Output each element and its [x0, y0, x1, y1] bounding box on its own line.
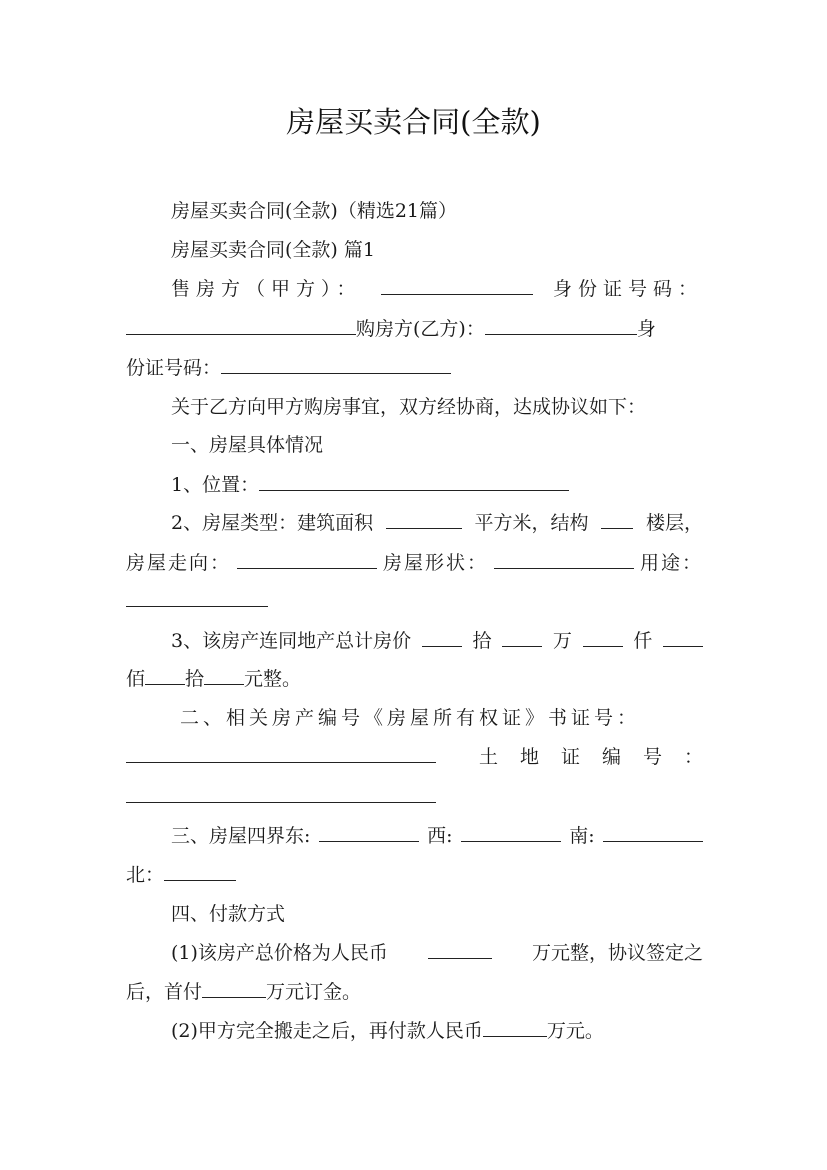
section-4-heading: 四、付款方式 — [171, 903, 286, 925]
final-payment-blank — [483, 1018, 547, 1037]
price-shiwan-blank — [422, 628, 462, 647]
seller-blank — [381, 276, 533, 295]
orientation-blank — [237, 550, 377, 569]
buyer-id-label-end: 份证号码： — [126, 357, 222, 379]
boundary-line — [171, 817, 703, 855]
south-blank — [603, 823, 703, 842]
price-shi2-label: 拾 — [185, 668, 205, 690]
east-blank — [319, 823, 419, 842]
west-blank — [461, 823, 561, 842]
house-type-line — [171, 504, 703, 542]
deposit-blank — [202, 979, 266, 998]
location-line — [171, 466, 703, 504]
buyer-line — [126, 310, 703, 348]
seller-id-blank — [126, 316, 356, 335]
land-cert-line — [126, 738, 725, 776]
buyer-id-blank — [221, 355, 451, 374]
orientation-line — [126, 544, 703, 582]
total-price-suffix: 万元整，协议签定之 — [531, 942, 703, 964]
price-line — [171, 622, 703, 660]
seller-line — [171, 270, 703, 308]
boundary-west-label: 西: — [427, 825, 453, 847]
shape-label: 房屋形状： — [382, 552, 488, 574]
deposit-label: 后，首付 — [126, 981, 203, 1003]
price-shi-label: 拾 — [472, 630, 492, 652]
price-qian-blank — [583, 628, 623, 647]
area-unit-label: 平方米，结构 — [474, 512, 589, 534]
seller-id-label: 身份证号码： — [552, 278, 703, 300]
payment-line-2 — [126, 973, 703, 1011]
boundary-north-label: 北： — [126, 864, 165, 886]
buyer-blank — [485, 316, 637, 335]
usage-blank-line — [126, 582, 703, 620]
price-wan-blank — [502, 628, 542, 647]
area-blank — [386, 510, 462, 529]
land-cert-label: 土地证编号： — [478, 746, 725, 768]
total-price-label: (1)该房产总价格为人民币 — [171, 942, 388, 964]
final-payment-suffix: 万元。 — [546, 1020, 604, 1042]
north-blank — [164, 862, 236, 881]
land-cert-blank — [126, 784, 436, 803]
price-wan-label: 万 — [552, 630, 572, 652]
boundary-north-line — [126, 856, 703, 894]
subtitle-line: 房屋买卖合同(全款)（精选21篇） — [171, 200, 458, 222]
price-yuan-label: 元整。 — [244, 668, 302, 690]
price-yuan-blank — [204, 666, 244, 685]
buyer-label: 购房方(乙方)： — [356, 318, 485, 340]
land-cert-blank-line — [126, 778, 703, 816]
section-heading-line: 房屋买卖合同(全款) 篇1 — [171, 239, 375, 261]
payment-line-1 — [171, 934, 703, 972]
document-title: 房屋买卖合同(全款) — [286, 105, 541, 139]
price-bai-blank — [663, 628, 703, 647]
price-label: 3、该房产连同地产总计房价 — [171, 630, 412, 652]
shape-blank — [494, 550, 634, 569]
orientation-label: 房屋走向： — [126, 552, 232, 574]
price-line-2 — [126, 660, 703, 698]
section-1-heading: 一、房屋具体情况 — [171, 434, 324, 456]
deposit-suffix: 万元订金。 — [266, 981, 362, 1003]
usage-blank — [126, 588, 268, 607]
property-cert-blank — [126, 744, 436, 763]
buyer-id-line — [126, 349, 703, 387]
boundary-east-label: 三、房屋四界东: — [171, 825, 311, 847]
total-price-blank — [428, 940, 492, 959]
house-type-label: 2、房屋类型：建筑面积 — [171, 512, 374, 534]
section-2-line — [180, 699, 703, 737]
price-shi-blank — [145, 666, 185, 685]
structure-blank — [601, 510, 633, 529]
agreement-intro: 关于乙方向甲方购房事宜，双方经协商，达成协议如下： — [171, 396, 647, 418]
location-blank — [259, 472, 569, 491]
usage-label: 用途： — [639, 552, 703, 574]
floor-label: 楼层， — [645, 512, 703, 534]
payment-line-3 — [171, 1012, 703, 1050]
price-qian-label: 仟 — [633, 630, 653, 652]
seller-label: 售房方（甲方）： — [171, 278, 362, 300]
property-cert-label: 二、相关房产编号《房屋所有权证》书证号： — [180, 707, 641, 729]
final-payment-label: (2)甲方完全搬走之后，再付款人民币 — [171, 1020, 483, 1042]
boundary-south-label: 南: — [569, 825, 595, 847]
buyer-id-label-start: 身 — [636, 318, 656, 340]
price-bai-label: 佰 — [126, 668, 146, 690]
location-label: 1、位置： — [171, 474, 260, 496]
